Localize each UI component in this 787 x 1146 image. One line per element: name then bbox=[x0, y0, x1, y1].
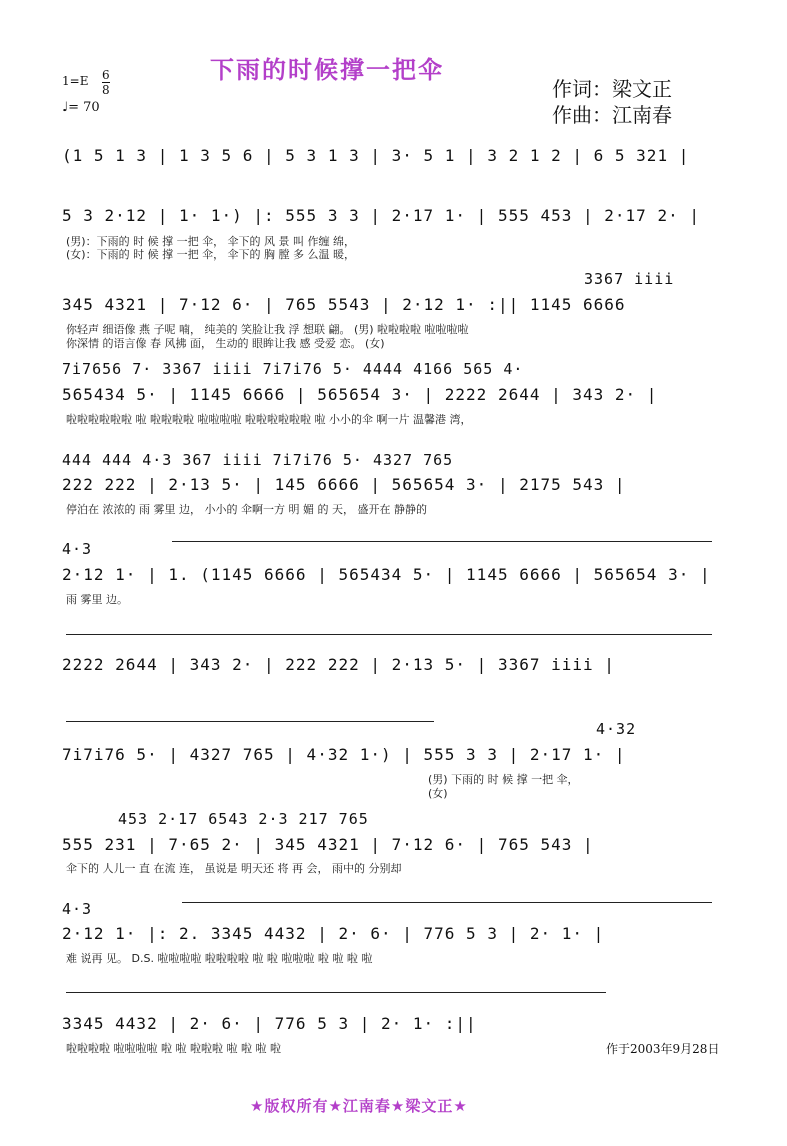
lyrics-line-11: 啦啦啦啦 啦啦啦啦 啦 啦 啦啦啦 啦 啦 啦 啦 bbox=[66, 1042, 281, 1055]
lyrics-line-6: 雨 雾里 边。 bbox=[66, 593, 128, 606]
credits bbox=[552, 76, 672, 128]
tempo-mark: ♩= 70 bbox=[62, 100, 100, 115]
upper-voice-line-9: 453 2·17 6543 2·3 217 765 bbox=[118, 810, 369, 828]
lyrics-line-4: 啦啦啦啦啦啦 啦 啦啦啦啦 啦啦啦啦 啦啦啦啦啦啦 啦 小小的伞 啊一片 温馨港 湾， bbox=[66, 413, 472, 426]
upper-voice-line-10: 4·3 bbox=[62, 900, 93, 918]
lyrics-line-2a: (男)：下雨的 时 候 撑 一把 伞， 伞下的 风 景 叫 作缠 绵， bbox=[66, 235, 356, 248]
composer-credit: 作曲：江南春 bbox=[552, 103, 672, 127]
upper-voice-line-8: 4·32 bbox=[596, 720, 637, 738]
lyrics-line-10: 难 说再 见。 D.S. 啦啦啦啦 啦啦啦啦 啦 啦 啦啦啦 啦 啦 啦 啦 bbox=[66, 952, 373, 965]
score-line-9: 555 231 | 7·65 2· | 345 4321 | 7·12 6· | 765 543 | bbox=[62, 835, 594, 854]
key-label: 1=E bbox=[62, 74, 89, 88]
key-signature bbox=[62, 68, 110, 97]
lyrics-line-8b: (女) bbox=[428, 787, 448, 800]
lyrics-line-5: 停泊在 浓浓的 雨 雾里 边， 小小的 伞啊一方 明 媚 的 天， 盛开在 静静的 bbox=[66, 503, 427, 516]
score-line-1: (1 5 1 3 | 1 3 5 6 | 5 3 1 3 | 3· 5 1 | 3 2 1 2 | 6 5 321 | bbox=[62, 146, 690, 165]
lyrics-line-9: 伞下的 人儿一 直 在流 连， 虽说是 明天还 将 再 会， 雨中的 分别却 bbox=[66, 862, 402, 875]
upper-voice-line-4: 7i7656 7· 3367 iiii 7i7i76 5· 4444 4166 565 4· bbox=[62, 360, 524, 378]
score-line-6: 2·12 1· | 1. (1145 6666 | 565434 5· | 1145 6666 | 565654 3· | bbox=[62, 565, 711, 584]
score-line-8: 7i7i76 5· | 4327 765 | 4·32 1·) | 555 3 3 | 2·17 1· | bbox=[62, 745, 626, 764]
lyrics-line-8a: (男) 下雨的 时 候 撑 一把 伞， bbox=[428, 773, 579, 786]
time-denominator: 8 bbox=[102, 83, 110, 97]
score-line-5: 222 222 | 2·13 5· | 145 6666 | 565654 3· | 2175 543 | bbox=[62, 475, 626, 494]
score-line-3: 345 4321 | 7·12 6· | 765 5543 | 2·12 1· :|| 1145 6666 bbox=[62, 295, 626, 314]
song-title: 下雨的时候撑一把伞 bbox=[210, 56, 444, 84]
lyrics-line-2b: (女)：下雨的 时 候 撑 一把 伞， 伞下的 胸 膛 多 么温 暖， bbox=[66, 248, 356, 261]
time-numerator: 6 bbox=[102, 68, 110, 82]
lyrics-line-3b: 你深情 的语言像 春 风拂 面， 生动的 眼眸让我 感 受爱 恋。 (女) bbox=[66, 337, 385, 350]
lyricist-credit: 作词：梁文正 bbox=[552, 77, 672, 101]
score-line-11: 3345 4432 | 2· 6· | 776 5 3 | 2· 1· :|| bbox=[62, 1014, 477, 1033]
upper-voice-line-3: 3367 iiii bbox=[584, 270, 675, 288]
score-line-10: 2·12 1· |: 2. 3345 4432 | 2· 6· | 776 5 3 | 2· 1· | bbox=[62, 924, 605, 943]
upper-voice-line-6: 4·3 bbox=[62, 540, 93, 558]
lyrics-line-3a: 你轻声 细语像 燕 子呢 喃， 纯美的 笑脸让我 浮 想联 翩。 (男) 啦啦啦啦 啦啦啦啦 bbox=[66, 323, 469, 336]
score-line-4: 565434 5· | 1145 6666 | 565654 3· | 2222 2644 | 343 2· | bbox=[62, 385, 658, 404]
score-line-2: 5 3 2·12 | 1· 1·) |: 555 3 3 | 2·17 1· | 555 453 | 2·17 2· | bbox=[62, 206, 700, 225]
score-line-7: 2222 2644 | 343 2· | 222 222 | 2·13 5· | 3367 iiii | bbox=[62, 655, 615, 674]
time-signature bbox=[102, 68, 110, 97]
copyright-footer: ★版权所有★江南春★梁文正★ bbox=[250, 1097, 468, 1115]
upper-voice-line-5: 444 444 4·3 367 iiii 7i7i76 5· 4327 765 bbox=[62, 451, 454, 469]
composition-date: 作于2003年9月28日 bbox=[606, 1042, 720, 1056]
